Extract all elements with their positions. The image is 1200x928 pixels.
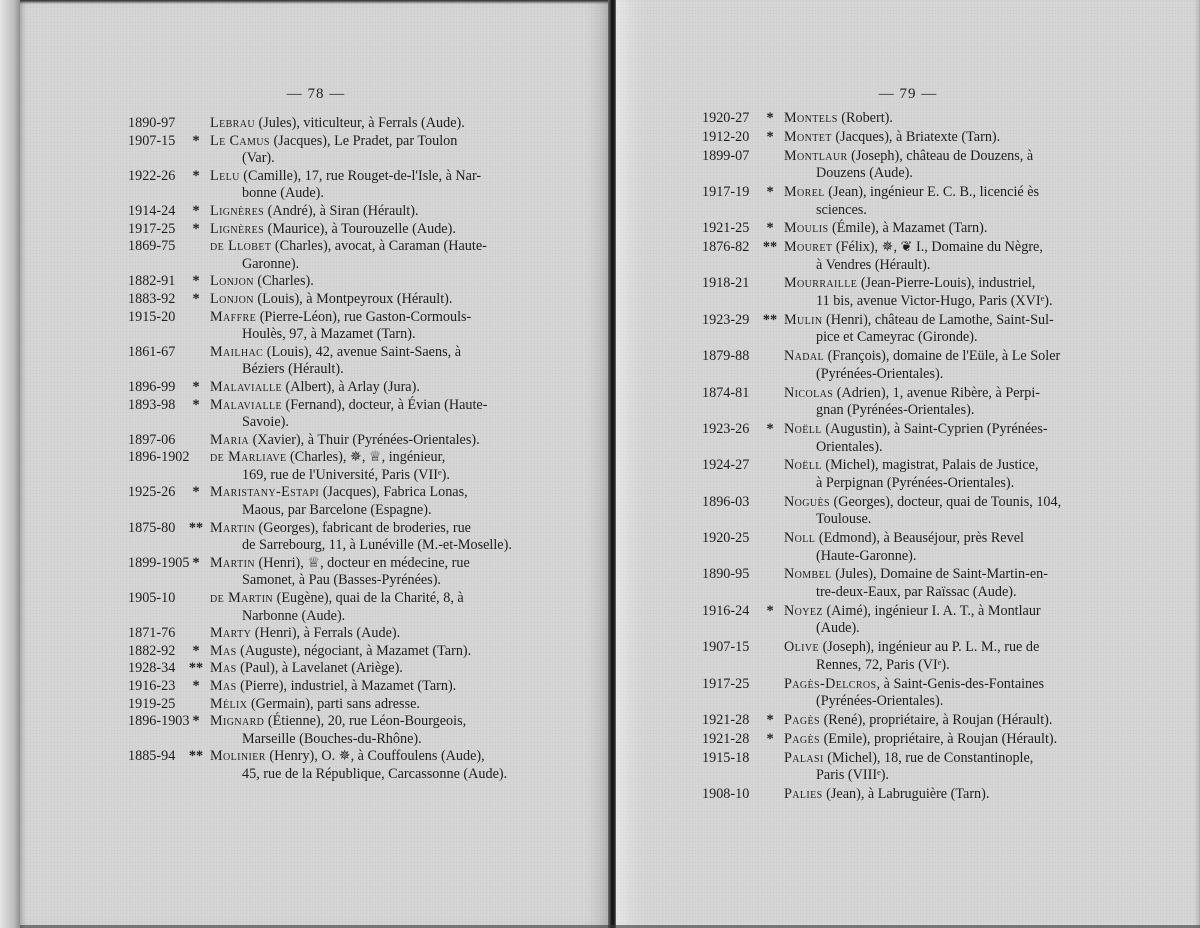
entry-years: 1885-94 [128,748,176,765]
entry-details: (Charles). [253,273,314,290]
entry-text [210,748,540,783]
entry-details: (Fernand), docteur, à Évian (Haute- [281,396,488,413]
entry-text [210,449,540,484]
entry-continuation: (Pyrénées-Orientales). [816,365,944,382]
distinction-mark: * [192,290,200,307]
entry-details: (Adrien), 1, avenue Ribère, à Perpi- [833,384,1040,401]
distinction-mark: * [192,273,200,290]
entry-years: 1928-34 [128,660,176,677]
distinction-mark: * [766,711,774,728]
list-item [702,239,1116,274]
entry-name: Mulin [784,311,823,328]
list-item [128,309,540,344]
list-item [128,590,540,625]
entry-years: 1893-98 [128,396,176,413]
entry-details: (André), à Siran (Hérault). [264,202,419,219]
entry-name: de Llobet [210,238,272,255]
list-item [702,639,1116,674]
entry-years: 1905-10 [128,590,176,607]
entry-text [784,750,1116,785]
entry-continuation: 169, rue de l'Université, Paris (VIIᵉ). [242,466,450,483]
entry-text [210,643,540,661]
page-number: — 79 — [878,86,938,102]
list-item [702,566,1116,601]
list-item [702,457,1116,492]
list-item [128,660,540,678]
entry-years: 1917-19 [702,183,750,200]
entry-details: (Charles), ✵, ♕, ingénieur, [286,449,446,466]
entry-continuation: Béziers (Hérault). [242,361,344,378]
distinction-mark: * [192,220,200,237]
list-item [128,238,540,273]
entry-name: Martin [210,554,255,571]
entry-details: (Jean), ingénieur E. C. B., licencié ès [824,183,1040,200]
list-item [128,344,540,379]
entry-continuation: (Haute-Garonne). [816,547,917,564]
entry-text [210,696,540,714]
entry-details: (Eugène), quai de la Charité, 8, à [273,590,464,607]
entry-name: Noyez [784,602,823,619]
entry-name: Noëll [784,457,822,474]
entry-name: Lignères [210,202,265,219]
entry-name: Noëll [784,420,822,437]
entry-continuation: Savoie). [242,414,289,431]
entry-details: (Paul), à Lavelanet (Ariège). [236,660,403,677]
list-item [128,115,540,133]
entry-text [784,148,1116,183]
entry-name: Palasi [784,749,824,766]
entry-details: (Maurice), à Tourouzelle (Aude). [264,220,456,237]
entry-text [210,291,540,309]
list-item [702,385,1116,420]
entry-continuation: (Var). [242,150,275,167]
entry-continuation: (Aude). [816,620,860,637]
entry-continuation: Rennes, 72, Paris (VIᵉ). [816,656,950,673]
distinction-mark: ** [188,748,204,765]
entry-text [784,786,1116,804]
list-item [128,397,540,432]
entry-details: (Augustin), à Saint-Cyprien (Pyrénées- [821,420,1048,437]
entry-name: Pagès [784,711,821,728]
list-item [702,275,1116,310]
entry-years: 1896-1903 [128,713,190,730]
distinction-mark: * [766,183,774,200]
entry-list [702,110,1116,805]
entry-years: 1907-15 [702,639,750,656]
entry-details: (Louis), 42, avenue Saint-Saens, à [263,343,461,360]
entry-name: Mas [210,678,237,694]
list-item [702,494,1116,529]
entry-years: 1925-26 [128,484,176,501]
entry-years: 1920-27 [702,110,750,126]
list-item [128,713,540,748]
distinction-mark: * [766,110,774,126]
entry-text [210,379,540,397]
entry-text [210,678,540,696]
list-item [702,530,1116,565]
entry-years: 1908-10 [702,785,750,802]
book-edge [0,0,20,928]
list-item [702,750,1116,785]
entry-text [210,221,540,239]
entry-details: (Jacques), Fabrica Lonas, [319,484,468,501]
entry-details: (Henri), à Ferrals (Aude). [251,625,401,642]
entry-name: Maria [210,431,250,448]
entry-name: Montels [784,110,838,126]
entry-years: 1917-25 [128,220,176,237]
entry-years: 1914-24 [128,202,176,219]
entry-years: 1871-76 [128,625,176,642]
distinction-mark: * [192,202,200,219]
entry-details: (Jules), Domaine de Saint-Martin-en- [831,566,1048,583]
entry-details: (Henri), ♕, docteur en médecine, rue [254,554,470,571]
entry-name: Lonjon [210,273,254,290]
entry-details: (Camille), 17, rue Rouget-de-l'Isle, à Nar- [239,167,482,184]
entry-details: (Pierre-Léon), rue Gaston-Cormouls- [256,308,472,325]
entry-continuation: gnan (Pyrénées-Orientales). [816,402,975,419]
entry-details: (René), propriétaire, à Roujan (Hérault). [820,711,1053,728]
entry-name: Lonjon [210,290,254,307]
entry-years: 1874-81 [702,384,750,401]
entry-text [784,603,1116,638]
entry-details: (Jacques), Le Pradet, par Toulon [269,132,458,149]
entry-years: 1919-25 [128,695,176,712]
entry-years: 1921-28 [702,730,750,747]
entry-details: (Félix), ✵, ❦ I., Domaine du Nègre, [832,239,1043,256]
entry-details: (Edmond), à Beauséjour, près Revel [815,530,1024,547]
entry-text [784,348,1116,383]
entry-continuation: Maous, par Barcelone (Espagne). [242,502,432,519]
list-item [128,484,540,519]
entry-details: (Aimé), ingénieur I. A. T., à Montlaur [822,602,1041,619]
entry-years: 1899-07 [702,147,750,164]
entry-details: , à Saint-Genis-des-Fontaines [876,675,1044,692]
entry-years: 1876-82 [702,239,750,256]
entry-name: Montlaur [784,147,848,164]
entry-text [784,184,1116,219]
distinction-mark: * [192,132,200,149]
entry-continuation: à Vendres (Hérault). [816,256,931,273]
entry-list [128,115,540,784]
distinction-mark: * [766,602,774,619]
entry-text [784,676,1116,711]
entry-text [784,239,1116,274]
list-item [702,712,1116,730]
list-item [702,129,1116,147]
entry-details: (Albert), à Arlay (Jura). [281,378,420,395]
list-item [128,379,540,397]
page-top-shadow [20,0,612,4]
entry-years: 1883-92 [128,290,176,307]
entry-name: Mailhac [210,343,264,360]
entry-text [210,432,540,450]
distinction-mark: ** [188,660,204,677]
entry-continuation: Douzens (Aude). [816,165,913,182]
entry-name: Martin [210,519,255,536]
list-item [702,110,1116,128]
entry-continuation: tre-deux-Eaux, par Raïssac (Aude). [816,584,1017,601]
entry-details: (Henry), O. ✵, à Couffoulens (Aude), [265,748,485,765]
entry-details: (Henri), château de Lamothe, Saint-Sul- [822,311,1054,328]
distinction-mark: * [192,642,200,659]
entry-details: (Auguste), négociant, à Mazamet (Tarn). [236,642,472,659]
entry-years: 1921-28 [702,711,750,728]
distinction-mark: * [192,713,200,730]
distinction-mark: * [766,420,774,437]
entry-years: 1890-95 [702,566,750,583]
entry-name: Palies [784,785,823,802]
entry-text [784,639,1116,674]
entry-text [784,494,1116,529]
entry-text [210,713,540,748]
list-item [702,731,1116,749]
list-item [128,168,540,203]
list-item [702,184,1116,219]
list-item [128,432,540,450]
entry-years: 1875-80 [128,519,176,536]
entry-text [210,344,540,379]
distinction-mark: * [192,167,200,184]
entry-continuation: Houlès, 97, à Mazamet (Tarn). [242,326,416,343]
list-item [128,678,540,696]
entry-details: (Michel), 18, rue de Constantinople, [823,749,1034,766]
list-item [702,312,1116,347]
entry-continuation: de Sarrebourg, 11, à Lunéville (M.-et-Moselle). [242,537,512,554]
distinction-mark: * [766,128,774,145]
list-item [702,603,1116,638]
page-number: — 78 — [286,86,346,102]
entry-text [210,590,540,625]
list-item [702,421,1116,456]
entry-continuation: Marseille (Bouches-du-Rhône). [242,730,422,747]
list-item [702,220,1116,238]
entry-continuation: Narbonne (Aude). [242,607,346,624]
entry-continuation: pice et Cameyrac (Gironde). [816,329,978,346]
entry-years: 1916-23 [128,678,176,694]
entry-continuation: bonne (Aude). [242,185,324,202]
entry-years: 1899-1905 [128,554,190,571]
distinction-mark: * [192,484,200,501]
list-item [128,625,540,643]
entry-name: Le Camus [210,132,270,149]
entry-years: 1917-25 [702,675,750,692]
entry-years: 1879-88 [702,348,750,365]
entry-name: Maristany-Estapi [210,484,320,501]
list-item [128,221,540,239]
entry-text [784,312,1116,347]
entry-name: Mas [210,642,237,659]
entry-years: 1916-24 [702,602,750,619]
entry-years: 1922-26 [128,167,176,184]
entry-years: 1918-21 [702,275,750,292]
entry-name: Nadal [784,348,825,365]
entry-details: (Émile), à Mazamet (Tarn). [828,220,988,237]
entry-years: 1890-97 [128,115,176,131]
entry-years: 1882-92 [128,642,176,659]
entry-text [784,421,1116,456]
list-item [128,643,540,661]
entry-text [210,203,540,221]
entry-details: (Jean-Pierre-Louis), industriel, [857,275,1036,292]
entry-name: Malavialle [210,378,282,395]
entry-text [210,625,540,643]
entry-name: Malavialle [210,396,282,413]
entry-years: 1896-03 [702,493,750,510]
list-item [128,555,540,590]
entry-text [784,385,1116,420]
distinction-mark: * [766,220,774,237]
entry-continuation: sciences. [816,201,867,218]
entry-continuation: Garonne). [242,255,300,272]
entry-text [784,275,1116,310]
list-item [128,696,540,714]
entry-text [210,520,540,555]
entry-name: Noll [784,530,816,547]
entry-text [784,110,1116,128]
entry-details: (Joseph), château de Douzens, à [847,147,1034,164]
entry-text [210,397,540,432]
entry-years: 1907-15 [128,132,176,149]
entry-continuation: Toulouse. [816,511,872,528]
list-item [128,520,540,555]
entry-name: de Martin [210,590,274,607]
entry-continuation: 11 bis, avenue Victor-Hugo, Paris (XVIᵉ). [816,293,1053,310]
entry-name: Lignères [210,220,265,237]
entry-details: (Michel), magistrat, Palais de Justice, [821,457,1039,474]
entry-name: Mourraille [784,275,858,292]
distinction-mark: ** [188,519,204,536]
entry-details: (Joseph), ingénieur au P. L. M., rue de [819,639,1040,656]
entry-continuation: (Pyrénées-Orientales). [816,693,944,710]
list-item [702,786,1116,804]
entry-years: 1920-25 [702,530,750,547]
distinction-mark: * [192,396,200,413]
entry-details: (Pierre), industriel, à Mazamet (Tarn). [236,678,457,694]
entry-text [784,457,1116,492]
list-item [128,748,540,783]
entry-name: Pagès [784,730,821,747]
entry-text [210,555,540,590]
entry-name: Moulis [784,220,829,237]
entry-name: Mignard [210,713,265,730]
entry-text [210,660,540,678]
entry-details: (Jean), à Labruguière (Tarn). [822,785,990,802]
entry-years: 1923-26 [702,420,750,437]
entry-name: Marty [210,625,252,642]
entry-text [784,712,1116,730]
entry-text [210,238,540,273]
entry-text [210,309,540,344]
entry-name: Mélix [210,695,248,712]
entry-details: (Charles), avocat, à Caraman (Haute- [271,238,487,255]
entry-details: (Louis), à Montpeyroux (Hérault). [253,290,453,307]
entry-years: 1912-20 [702,128,750,145]
entry-years: 1915-18 [702,749,750,766]
entry-continuation: à Perpignan (Pyrénées-Orientales). [816,474,1015,491]
list-item [128,203,540,221]
entry-text [784,731,1116,749]
entry-years: 1896-99 [128,378,176,395]
entry-text [210,115,540,133]
entry-name: Mas [210,660,237,677]
distinction-mark: ** [762,239,778,256]
list-item [128,133,540,168]
distinction-mark: * [192,678,200,694]
list-item [128,291,540,309]
entry-continuation: Paris (VIIIᵉ). [816,767,889,784]
entry-details: (François), domaine de l'Eüle, à Le Soler [824,348,1061,365]
entry-continuation: Orientales). [816,438,883,455]
entry-name: Montet [784,128,832,145]
distinction-mark: * [192,554,200,571]
distinction-mark: ** [762,311,778,328]
entry-details: (Xavier), à Thuir (Pyrénées-Orientales). [249,431,480,448]
entry-years: 1869-75 [128,238,176,255]
entry-years: 1882-91 [128,273,176,290]
entry-name: Olive [784,639,820,656]
entry-name: Pagès-Delcros [784,675,877,692]
entry-years: 1923-29 [702,311,750,328]
entry-name: Nicolas [784,384,834,401]
distinction-mark: * [766,730,774,747]
entry-details: (Georges), fabricant de broderies, rue [254,519,471,536]
entry-text [210,484,540,519]
entry-details: (Georges), docteur, quai de Tounis, 104, [829,493,1062,510]
entry-details: (Germain), parti sans adresse. [247,695,420,712]
entry-text [210,168,540,203]
entry-details: (Robert). [837,110,893,126]
entry-details: (Jacques), à Briatexte (Tarn). [831,128,1001,145]
entry-name: Lelu [210,167,240,184]
entry-years: 1897-06 [128,431,176,448]
entry-details: (Emile), propriétaire, à Roujan (Hérault). [820,730,1058,747]
right-page [616,0,1200,928]
entry-text [784,530,1116,565]
entry-name: de Marliave [210,449,287,466]
entry-text [784,129,1116,147]
entry-continuation: 45, rue de la République, Carcassonne (Aude). [242,765,508,782]
entry-text [784,566,1116,601]
entry-name: Maffre [210,308,257,325]
entry-years: 1921-25 [702,220,750,237]
entry-years: 1861-67 [128,343,176,360]
list-item [702,348,1116,383]
entry-name: Nombel [784,566,832,583]
entry-name: Mouret [784,239,833,256]
list-item [702,148,1116,183]
list-item [128,449,540,484]
list-item [128,273,540,291]
entry-details: (Jules), viticulteur, à Ferrals (Aude). [254,115,465,131]
list-item [702,676,1116,711]
entry-name: Noguès [784,493,830,510]
left-page [20,0,612,928]
entry-name: Molinier [210,748,266,765]
entry-years: 1924-27 [702,457,750,474]
entry-name: Morel [784,183,825,200]
entry-text [210,133,540,168]
entry-name: Lebrau [210,115,255,131]
distinction-mark: * [192,378,200,395]
entry-continuation: Samonet, à Pau (Basses-Pyrénées). [242,572,441,589]
entry-text [210,273,540,291]
entry-details: (Étienne), 20, rue Léon-Bourgeois, [264,713,467,730]
entry-years: 1915-20 [128,308,176,325]
entry-years: 1896-1902 [128,449,190,466]
entry-text [784,220,1116,238]
